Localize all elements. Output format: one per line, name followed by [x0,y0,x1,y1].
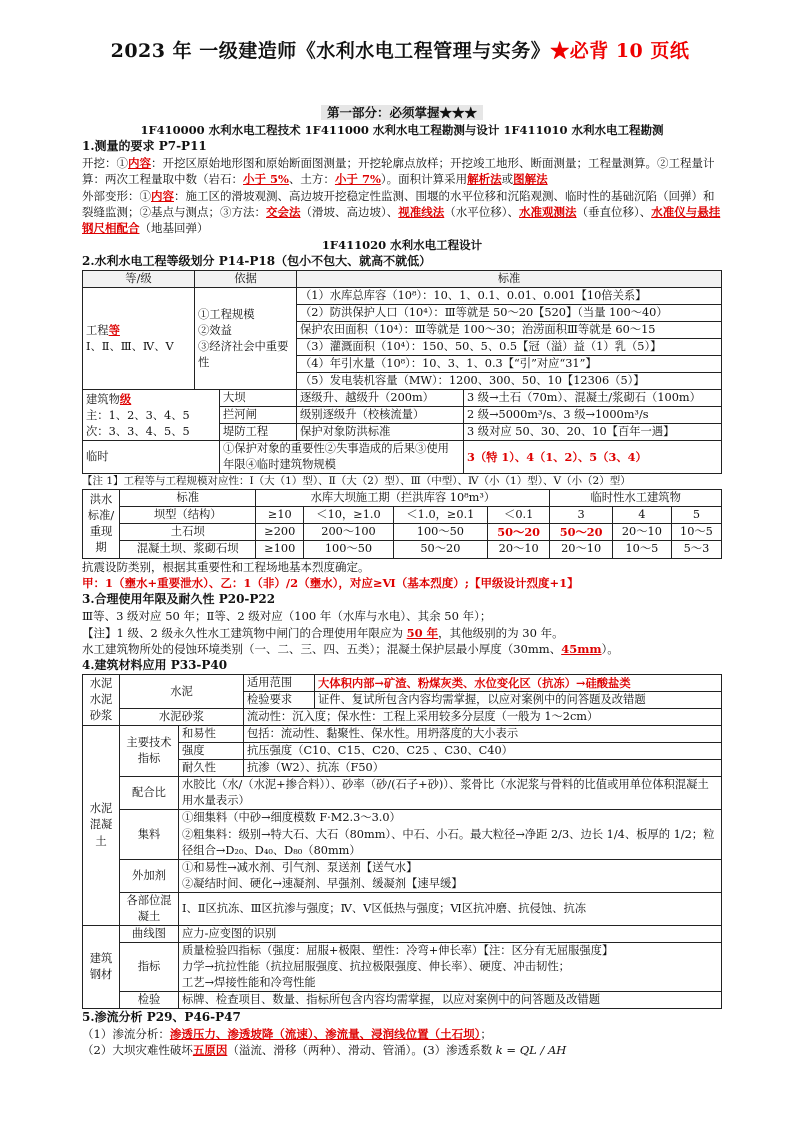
bld-name: 堤防工程 [220,424,297,441]
basis-cell: ①工程规模 ②效益 ③经济社会中重要性 [195,288,297,390]
mix-label: 配合比 [120,777,179,810]
flood-col: ≥10 [256,507,304,524]
flood-h2: 临时性水工建筑物 [550,490,722,507]
std-row: 保护农田面积（10⁴）：Ⅲ等就是 100～30；治涝面积Ⅲ等就是 60～15 [297,322,722,339]
section-3-body: Ⅲ等、3 级对应 50 年；Ⅱ等、2 级对应（100 年（水库与水电）、其余 50 年）； 【注】1 级、2 级永久性水工建筑物中闸门的合理使用年限应为 50 年，其他级别的为 30 年。 水工建筑物所处的侵蚀环境类别（一、二、三、四、五类）；混凝土保护层最小厚度（30mm、45mm）。 [82,609,619,656]
check-label: 检验要求 [244,692,315,709]
note-1: 【注 1】工程等与工程规模对应性：Ⅰ（大（1）型）、Ⅱ（大（2）型）、Ⅲ（中型）、Ⅳ（小（1）型）、Ⅴ（小（2）型） [82,475,631,488]
section-3-heading: 3.合理使用年限及耐久性 P20-P22 [82,592,276,607]
main-index: 主要技术指标 [120,726,179,777]
section-1-heading: 1.测量的要求 P7-P11 [82,139,207,154]
part-heading: 第一部分：必须掌握★★★ [82,104,722,122]
bld-rule: 级别逐级升（校核流量） [297,407,464,424]
bld-rule: 逐级升、越级升（200m） [297,390,464,407]
flood-cell: ≥100 [256,541,304,558]
agg-val: ①细集料（中砂→细度模数 F·M2.3～3.0） ②粗集料：级别→特大石、大石（80mm）、中石、小石。最大粒径→净距 2/3、边长 1/4、板厚的 1/2；粒径组合→D₂₀、D₄₀、D₈₀（80mm） [179,810,722,859]
materials-table [82,674,722,1009]
bld-rule: 保护对象防洪标准 [297,424,464,441]
curve-val: 应力-应变图的识别 [179,925,722,942]
mortar-label: 水泥砂浆 [120,709,244,726]
indicator-label: 指标 [120,942,179,991]
temp-label: 临时 [83,441,220,474]
concrete-side: 水泥混凝土 [83,726,120,925]
agg-label: 集料 [120,810,179,859]
section-2-heading: 2.水利水电工程等级划分 P14-P18（包小不包大、就高不就低） [82,254,432,269]
temp-basis: ①保护对象的重要性②失事造成的后果③使用年限④临时建筑物规模 [220,441,464,474]
mortar-val: 流动性：沉入度；保水性：工程上采用较多分层度（一般为 1～2cm） [244,709,722,726]
flood-cell: 100～50 [304,541,394,558]
section-5-body: （1）渗流分析：渗透压力、渗透坡降（流速）、渗流量、浸润线位置（土石坝）； （2）大坝灾难性破坏五原因（溢流、滑移（两种）、滑动、管涌）。(3）渗透系数 k = QL / AH [82,1026,567,1058]
parts-label: 各部位混凝土 [120,892,179,925]
col-grade: 等/级 [83,271,195,288]
flood-cell: 100～50 [393,524,487,541]
document-title: 2023 年 一级建造师《水利水电工程管理与实务》★必背 10 页纸 [110,40,690,62]
flood-cell: 10～5 [671,524,721,541]
flood-cell: 50～20 [393,541,487,558]
seismic-2: 甲：1（壅水+重要泄水）、乙：1（非）/2（壅水），对应≥Ⅵ（基本烈度）;【甲级设计烈度+1】 [82,575,579,590]
flood-cell: 5～3 [671,541,721,558]
design-code: 1F411020 水利水电工程设计 [321,237,483,252]
curve-label: 曲线图 [120,925,179,942]
inspection-val: 标牌、检查项目、数量、指标所包含内容均需掌握，以应对案例中的问答题及改错题 [179,991,722,1008]
seismic-1: 抗震设防类别，根据其重要性和工程场地基本烈度确定。 [82,559,370,574]
bld-std: 2 级→5000m³/s、3 级→1000m³/s [464,407,722,424]
inspection-label: 检验 [120,991,179,1008]
additive-label: 外加剂 [120,859,179,892]
apply-label: 适用范围 [244,675,315,692]
section-1-body: 开挖：①内容：开挖区原始地形图和原始断面图测量；开挖轮廓点放样；开挖竣工地形、断面测量；工程量测算。②工程量计算：两次工程量取中数（岩石：小于 5%、土方：小于 7%）。面积计算采用解析法或图解法 外部变形：①内容：施工区的滑坡观测、高边坡开挖稳定性监测、围堰的水平位移和沉陷观测、临时性的基础沉陷（回弹）和裂缝监测；②基点与测点；③方法：交会法（滑坡、高边坡）、视准线法（水平位移）、水准观测法（垂直位移）、水准仪与悬挂钢尺相配合（地基回弹） [82,156,721,236]
flood-table [82,489,722,558]
flood-cell: 20～10 [550,541,612,558]
permeability-formula: k = QL / AH [495,1043,567,1058]
std-row: （5）发电装机容量（MW）：1200、300、50、10【12306（5）】 [297,373,722,390]
index-name: 强度 [179,743,244,760]
flood-h1: 水库大坝施工期（拦洪库容 10⁸m³） [256,490,550,507]
std-row: （4）年引水量（10⁸）：10、3、1、0.3【“引”对应“31”】 [297,356,722,373]
parts-val: Ⅰ、Ⅱ区抗冻、Ⅲ区抗渗与强度；Ⅳ、Ⅴ区低热与强度；Ⅵ区抗冲磨、抗侵蚀、抗冻 [179,892,722,925]
col-standard: 标准 [297,271,722,288]
std-row: （3）灌溉面积（10⁴）：150、50、5、0.5【冠（溢）益（1）乳（5）】 [297,339,722,356]
additive-val: ①和易性→减水剂、引气剂、泵送剂【送气水】 ②凝结时间、硬化→速凝剂、早强剂、缓凝剂【速早缓】 [179,859,722,892]
flood-cell: 20～10 [487,541,549,558]
flood-cell: ≥200 [256,524,304,541]
index-val: 抗渗（W2）、抗冻（F50） [244,760,722,777]
index-name: 耐久性 [179,760,244,777]
cement-side: 水泥水泥砂浆 [83,675,120,726]
section-4-heading: 4.建筑材料应用 P33-P40 [82,658,228,673]
indicator-val: 质量检验四指标（强度：屈服+极限、塑性：冷弯+伸长率）【注：区分有无屈服强度】 力学→抗拉性能（抗拉屈服强度、抗拉极限强度、伸长率）、硬度、冲击韧性； 工艺→焊接性能和冷弯性能 [179,942,722,991]
index-name: 和易性 [179,726,244,743]
grade-cell: 工程等 Ⅰ、Ⅱ、Ⅲ、Ⅳ、Ⅴ [83,288,195,390]
steel-side: 建筑钢材 [83,925,120,1008]
bld-std: 3 级对应 50、30、20、10【百年一遇】 [464,424,722,441]
col-basis: 依据 [195,271,297,288]
check-val: 证件、复试所包含内容均需掌握，以应对案例中的问答题及改错题 [315,692,722,709]
flood-col: 3 [550,507,612,524]
flood-cell: 200～100 [304,524,394,541]
building-table [82,389,722,474]
flood-cell: 50～20 [487,524,549,541]
flood-col: ＜0.1 [487,507,549,524]
flood-cell: 土石坝 [120,524,256,541]
flood-col: ＜1.0，≥0.1 [393,507,487,524]
flood-cell: 混凝土坝、浆砌石坝 [120,541,256,558]
flood-col: ＜10，≥1.0 [304,507,394,524]
temp-std: 3（特 1）、4（1、2）、5（3、4） [464,441,722,474]
apply-val: 大体积内部→矿渣、粉煤灰类、水位变化区（抗冻）→硅酸盐类 [315,675,722,692]
index-val: 包括：流动性、黏聚性、保水性。用坍落度的大小表示 [244,726,722,743]
std-row: （1）水库总库容（10⁸）：10、1、0.1、0.01、0.001【10倍关系】 [297,288,722,305]
bld-name: 拦河闸 [220,407,297,424]
bld-std: 3 级→土石（70m）、混凝土/浆砌石（100m） [464,390,722,407]
chapter-code: 1F410000 水利水电工程技术 1F411000 水利水电工程勘测与设计 1F411010 水利水电工程勘测 [140,122,664,137]
mix-val: 水胶比（水/（水泥+掺合料））、砂率（砂/(石子+砂)）、浆骨比（水泥浆与骨料的比值或用单位体积混凝土用水量表示） [179,777,722,810]
flood-cell: 50～20 [550,524,612,541]
index-val: 抗压强度（C10、C15、C20、C25 、C30、C40） [244,743,722,760]
flood-type: 坝型（结构） [120,507,256,524]
grade-table [82,270,722,390]
flood-cell: 20～10 [612,524,671,541]
section-5-heading: 5.渗流分析 P29、P46-P47 [82,1009,241,1024]
cement-label: 水泥 [120,675,244,709]
flood-col: 5 [671,507,721,524]
flood-col: 4 [612,507,671,524]
flood-std: 标准 [120,490,256,507]
std-row: （2）防洪保护人口（10⁴）：Ⅲ等就是 50～20【520】（当量 100～40） [297,305,722,322]
flood-cell: 10～5 [612,541,671,558]
bld-name: 大坝 [220,390,297,407]
building-grade: 建筑物级 主：1、2、3、4、5 次：3、3、4、5、5 [83,390,220,441]
flood-side: 洪水标准/重现期 [83,490,120,558]
